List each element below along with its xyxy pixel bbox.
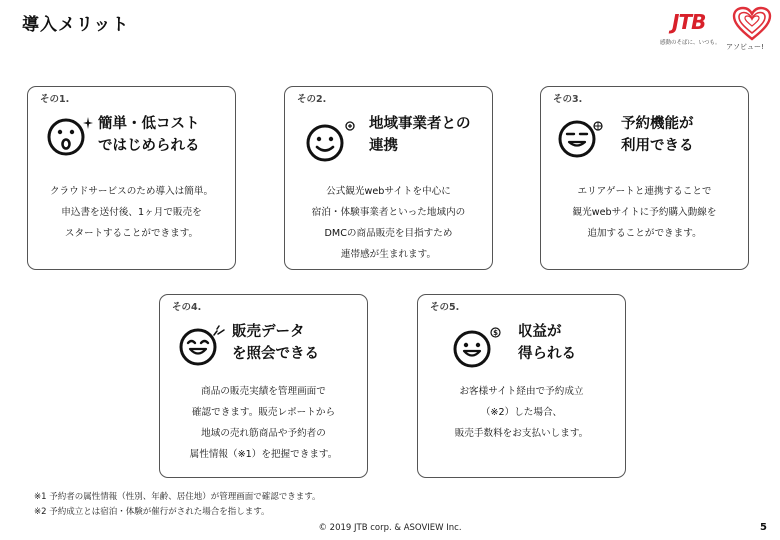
card-heading-line-2: 得られる: [518, 346, 576, 362]
card-heading: [232, 321, 319, 365]
card-text-line: 販売手数料をお支払いします。: [454, 428, 589, 439]
card-number: その5.: [430, 302, 460, 313]
card-heading-line-2: 連携: [369, 138, 398, 154]
merit-card-4: [159, 294, 368, 478]
card-heading-line-2: 利用できる: [621, 138, 694, 154]
merit-card-3: [540, 86, 749, 270]
card-text-line: 追加することができます。: [587, 228, 702, 239]
plus-badge-icon: [345, 121, 355, 131]
card-heading: [98, 113, 200, 157]
card-text-line: 確認できます。販売レポートから: [191, 407, 336, 418]
card-heading: [369, 113, 471, 157]
footnotes: [34, 490, 321, 520]
card-text-line: スタートすることができます。: [64, 228, 199, 239]
page-title: 導入メリット: [22, 15, 130, 35]
card-number: その1.: [40, 94, 70, 105]
card-description: [418, 381, 625, 444]
card-description: [160, 381, 367, 465]
card-heading-line-2: を照会できる: [232, 346, 319, 362]
asoview-logo: [726, 6, 774, 54]
merit-card-1: [27, 86, 236, 270]
card-number: その3.: [553, 94, 583, 105]
asoview-label: アソビュー!: [726, 43, 764, 51]
card-text-line: （※2）した場合、: [480, 407, 563, 418]
card-description: [285, 181, 492, 265]
card-text-line: 地域の売れ筋商品や予約者の: [201, 428, 326, 439]
globe-badge-icon: [593, 121, 603, 131]
card-text-line: 申込書を送付後、1ヶ月で販売を: [61, 207, 202, 218]
card-heading-line-1: 収益が: [518, 324, 562, 340]
card-text-line: 属性情報（※1）を把握できます。: [189, 449, 338, 460]
card-heading: [621, 113, 694, 157]
card-text-line: お客様サイト経由で予約成立: [459, 386, 584, 397]
card-text-line: 公式観光webサイトを中心に: [326, 186, 451, 197]
card-description: [541, 181, 748, 244]
heart-logo-icon: [732, 6, 772, 42]
card-text-line: DMCの商品販売を目指すため: [324, 228, 453, 239]
jtb-logo: [660, 8, 722, 52]
sparkle-icon: [83, 117, 93, 129]
happy-face-icon: [452, 329, 492, 369]
footnote: ※1 予約者の属性情報（性別、年齢、居住地）が管理画面で確認できます。: [34, 492, 321, 502]
card-text-line: 連帯感が生まれます。: [340, 249, 437, 260]
card-number: その2.: [297, 94, 327, 105]
grinning-face-icon: [557, 119, 597, 159]
jtb-tagline: 感動のそばに、いつも。: [660, 40, 721, 46]
page-number: 5: [760, 522, 767, 533]
coin-badge-icon: [490, 327, 501, 338]
card-heading-line-1: 販売データ: [232, 324, 305, 340]
card-heading: [518, 321, 576, 365]
card-text-line: 商品の販売実績を管理画面で: [201, 386, 326, 397]
sparkle-lines-icon: [212, 325, 226, 337]
card-heading-line-2: ではじめられる: [98, 138, 200, 154]
svg-text:$: $: [493, 329, 498, 338]
merit-card-5: [417, 294, 626, 478]
card-heading-line-1: 簡単・低コスト: [98, 116, 200, 132]
card-heading-line-1: 地域事業者との: [369, 116, 471, 132]
jtb-logo-mark: JTB: [672, 10, 706, 34]
merit-card-2: [284, 86, 493, 270]
card-text-line: クラウドサービスのため導入は簡単。: [49, 186, 214, 197]
footnote: ※2 予約成立とは宿泊・体験が催行がされた場合を指します。: [34, 507, 270, 517]
surprised-face-icon: [46, 117, 86, 157]
card-text-line: 観光webサイトに予約購入動線を: [572, 207, 717, 218]
card-number: その4.: [172, 302, 202, 313]
copyright: © 2019 JTB corp. & ASOVIEW Inc.: [318, 523, 462, 533]
smiling-face-icon: [305, 123, 345, 163]
card-heading-line-1: 予約機能が: [621, 116, 694, 132]
card-text-line: 宿泊・体験事業者といった地域内の: [311, 207, 466, 218]
card-text-line: エリアゲートと連携することで: [577, 186, 712, 197]
card-description: [28, 181, 235, 244]
